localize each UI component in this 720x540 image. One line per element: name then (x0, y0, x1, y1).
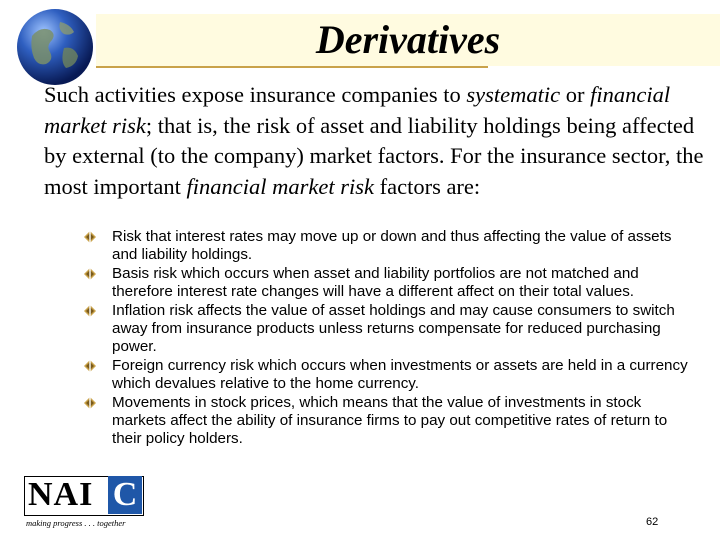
title-underline (96, 66, 488, 68)
page-number: 62 (646, 516, 659, 528)
list-item-text: Basis risk which occurs when asset and liability portfolios are not matched and therefore interest rate changes will have a different affect on their total values. (112, 265, 639, 300)
bullet-diamond-icon (84, 397, 96, 409)
logo-text-c: C (108, 476, 142, 514)
intro-text-1: Such activities expose insurance companies to (44, 82, 467, 107)
list-item (84, 357, 694, 392)
bullet-diamond-icon (84, 360, 96, 372)
list-item (84, 228, 694, 263)
list-item-text: Foreign currency risk which occurs when investments or assets are held in a currency which devalues relative to the home currency. (112, 357, 688, 392)
logo-text-nai: NAI (28, 476, 94, 513)
globe-icon (14, 6, 96, 88)
risk-factor-list (84, 228, 694, 449)
list-item (84, 302, 694, 355)
list-item-text: Risk that interest rates may move up or down and thus affecting the value of assets and liability holdings. (112, 228, 672, 263)
bullet-diamond-icon (84, 231, 96, 243)
naic-logo (24, 476, 144, 530)
bullet-diamond-icon (84, 268, 96, 280)
logo-tagline: making progress . . . together (26, 518, 126, 528)
intro-term-financial-market-risk-2: financial market risk (186, 173, 374, 199)
intro-term-systematic: systematic (466, 82, 561, 107)
intro-term-financial-market-risk: financial market risk (44, 82, 671, 138)
list-item (84, 265, 694, 300)
intro-text-4: factors are: (373, 173, 481, 199)
intro-text-2: or (560, 82, 591, 107)
slide-title: Derivatives (315, 17, 501, 62)
bullet-diamond-icon (84, 305, 96, 317)
list-item (84, 394, 694, 447)
list-item-text: Inflation risk affects the value of asset holdings and may cause consumers to switch away from insurance products unless returns compensate for reduced purchasing power. (112, 302, 675, 355)
list-item-text: Movements in stock prices, which means that the value of investments in stock markets affect the ability of insurance firms to pay out competitive rates of return to their policy holders. (112, 394, 668, 447)
intro-text-3: ; that is, the risk of asset and liability holdings being affected by external (to the company) market factors. For the insurance sector, the most important (44, 112, 704, 199)
intro-paragraph (44, 80, 704, 202)
